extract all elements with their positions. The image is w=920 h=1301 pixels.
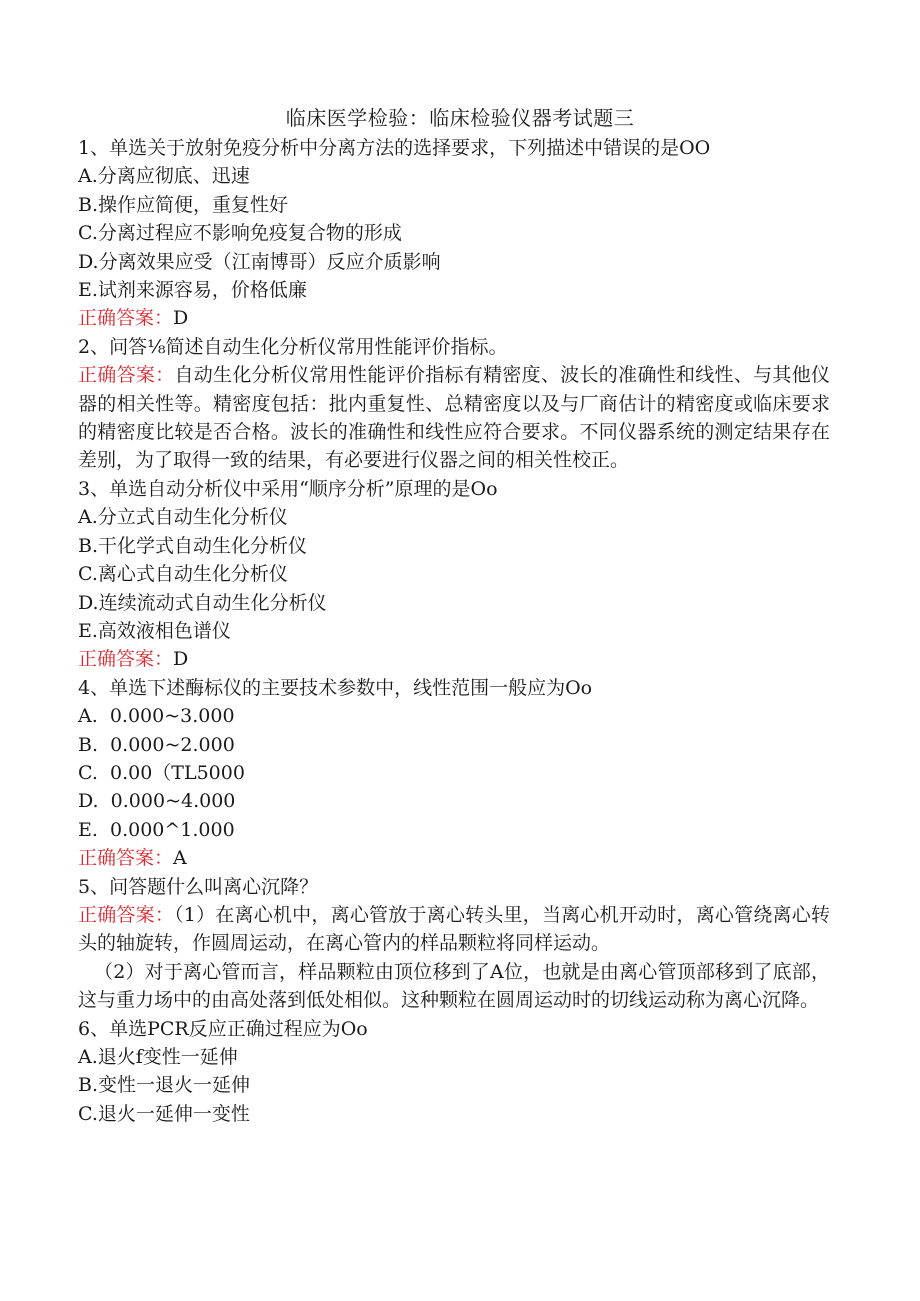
- answer-value: （1）在离心机中，离心管放于离心转头里，当离心机开动时，离心管绕离心转头的轴旋转，作圆周运动，在离心管内的样品颗粒将同样运动。: [78, 903, 830, 955]
- answer-line: [78, 304, 830, 332]
- question-stem: 4、单选下述酶标仪的主要技术参数中，线性范围一般应为Oo: [78, 676, 593, 699]
- question-stem: 1、单选关于放射免疫分析中分离方法的选择要求，下列描述中错误的是OO: [78, 137, 711, 159]
- question-list: [78, 134, 830, 1128]
- answer-paragraph: [78, 361, 830, 475]
- option-e: E.试剂来源容易，价格低廉: [78, 279, 307, 302]
- option-c: C.离心式自动生化分析仪: [78, 563, 288, 586]
- option-a: A.分立式自动生化分析仪: [78, 506, 288, 529]
- answer-label: 正确答案：: [78, 364, 175, 387]
- answer-label: 正确答案：: [78, 307, 174, 330]
- question-stem: 6、单选PCR反应正确过程应为Oo: [78, 1017, 368, 1040]
- option-a: A. 0.000~3.000: [78, 705, 235, 728]
- answer-value: A: [173, 847, 187, 870]
- option-a: A.退火f变性一延伸: [78, 1046, 238, 1068]
- question-stem: 2、问答⅛简述自动生化分析仪常用性能评价指标。: [78, 335, 508, 358]
- answer-paragraph: [78, 901, 830, 958]
- answer-label: 正确答案：: [78, 847, 174, 870]
- document-title: 临床医学检验：临床检验仪器考试题三: [285, 106, 635, 130]
- answer-value: 自动生化分析仪常用性能评价指标有精密度、波长的准确性和线性、与其他仪器的相关性等。精密度包括：批内重复性、总精密度以及与厂商估计的精密度或临床要求的精密度比较是否合格。波长的准确性和线性应符合要求。不同仪器系统的测定结果存在差别，为了取得一致的结果，有必要进行仪器之间的相关性校正。: [78, 364, 830, 472]
- option-b: B.变性一退火一延伸: [78, 1074, 251, 1097]
- answer-label: 正确答案：: [78, 903, 175, 926]
- option-e: E. 0.000^1.000: [78, 818, 235, 841]
- option-c: C. 0.00（TL5000: [78, 761, 245, 784]
- answer-value: D: [173, 307, 189, 330]
- question-stem: 3、单选自动分析仪中采用“顺序分析”原理的是Oo: [78, 477, 498, 500]
- option-d: D.分离效果应受（江南博哥）反应介质影响: [78, 250, 441, 273]
- answer-line: [78, 645, 830, 673]
- option-a: A.分离应彻底、迅速: [78, 165, 250, 188]
- option-c: C.分离过程应不影响免疫复合物的形成: [78, 222, 402, 245]
- answer-line: [78, 844, 830, 872]
- option-b: B.干化学式自动生化分析仪: [78, 534, 308, 557]
- option-d: D.连续流动式自动生化分析仪: [78, 591, 327, 614]
- question-stem: 5、问答题什么叫离心沉降？: [78, 875, 319, 898]
- answer-label: 正确答案：: [78, 648, 174, 671]
- option-b: B. 0.000~2.000: [78, 733, 235, 756]
- option-c: C.退火一延伸一变性: [78, 1102, 250, 1125]
- answer-value: D: [173, 648, 189, 671]
- option-d: D. 0.000~4.000: [78, 790, 236, 813]
- option-b: B.操作应简便，重复性好: [78, 193, 289, 216]
- option-e: E.高效液相色谱仪: [78, 619, 231, 642]
- answer-paragraph-continued: （2）对于离心管而言，样品颗粒由顶位移到了A位，也就是由离心管顶部移到了底部，这与重力场中的由高处落到低处相似。这种颗粒在圆周运动时的切线运动称为离心沉降。: [78, 960, 830, 1012]
